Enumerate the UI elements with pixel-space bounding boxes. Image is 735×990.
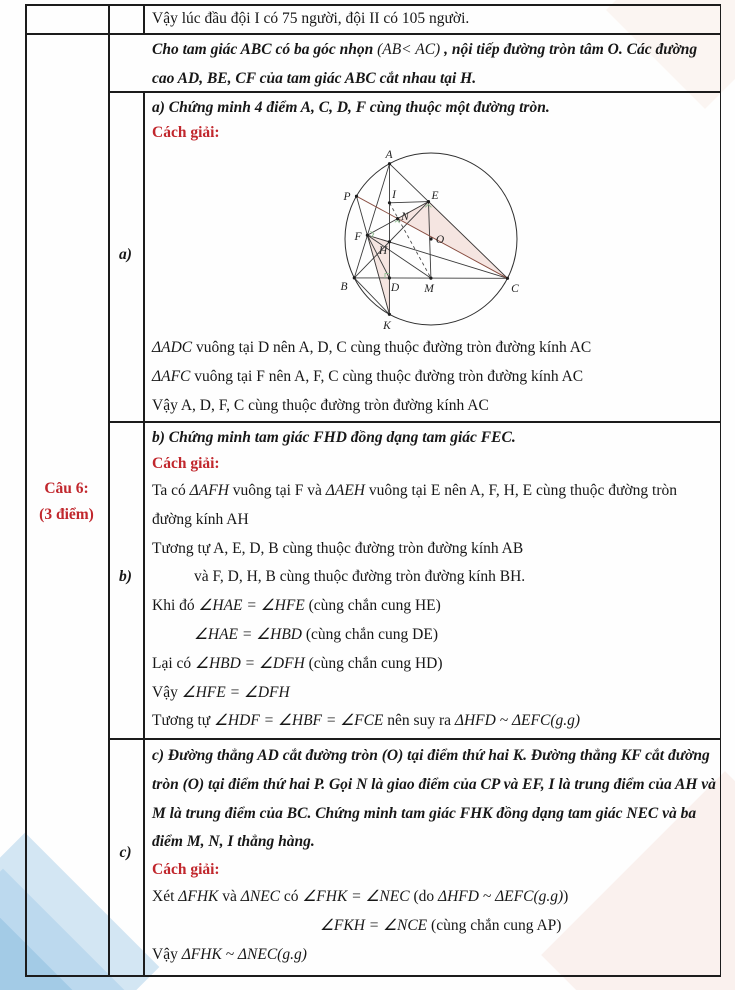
point-O: [429, 237, 432, 240]
point-D: [388, 276, 391, 279]
section-a-title: a) Chứng minh 4 điểm A, C, D, F cùng thuộc một đường tròn.: [152, 99, 550, 116]
point-K: [388, 313, 391, 316]
section-c-title: c) Đường thẳng AD cắt đường tròn (O) tại điểm thứ hai K. Đường thẳng KF cắt đường tròn (O) tại điểm thứ hai P. Gọi N là giao điểm của CP và EF, I là trung điểm của AH và M là trung điểm của BC. Chứng minh tam giác FHK đồng dạng tam giác NEC và ba điểm M, N, I thẳng hàng.: [152, 747, 716, 851]
label-N: N: [401, 211, 409, 223]
table-border-row-b: [108, 738, 721, 740]
label-D: D: [390, 282, 400, 294]
point-N: [396, 217, 399, 220]
label-B: B: [340, 281, 348, 293]
geometry-figure: [298, 145, 580, 335]
line-BE-altitude: [354, 202, 428, 278]
question-points: (3 điểm): [39, 506, 94, 523]
label-O: O: [435, 234, 445, 246]
section-b-label: b): [119, 568, 132, 585]
label-A: A: [385, 149, 393, 161]
section-c-label: c): [119, 844, 132, 861]
label-I: I: [392, 189, 396, 201]
label-K: K: [383, 320, 391, 332]
table-border-right: [720, 4, 722, 976]
proof-line: ΔADC vuông tại D nên A, D, C cùng thuộc đường tròn đường kính AC: [152, 339, 592, 356]
label-E: E: [431, 190, 439, 202]
point-B: [353, 276, 356, 279]
label-H: H: [378, 245, 388, 257]
section-b-method-label: Cách giải:: [152, 455, 220, 472]
label-P: P: [343, 191, 351, 203]
point-F: [366, 234, 369, 237]
section-b-title: b) Chứng minh tam giác FHD đồng dạng tam giác FEC.: [152, 429, 516, 446]
proof-line: và F, D, H, B cùng thuộc đường tròn đường kính BH.: [194, 568, 526, 586]
proof-line: ΔAFC vuông tại F nên A, F, C cùng thuộc đường tròn đường kính AC: [152, 367, 584, 385]
point-C: [506, 277, 509, 280]
question-number: Câu 6:: [44, 480, 89, 497]
right-angle-at-N: [395, 220, 400, 223]
proof-line: ∠FKH = ∠NCE (cùng chắn cung AP): [320, 916, 562, 934]
table-border-col2: [143, 91, 145, 976]
point-I: [388, 201, 391, 204]
proof-line: Tương tự ∠HDF = ∠HBF = ∠FCE nên suy ra ΔHFD ~ ΔEFC(g.g): [152, 712, 581, 730]
proof-line: Tương tự A, E, D, B cùng thuộc đường tròn đường kính AB: [152, 539, 524, 557]
proof-line: Khi đó ∠HAE = ∠HFE (cùng chắn cung HE): [152, 597, 441, 615]
table-border-col1: [108, 4, 110, 976]
point-H: [388, 240, 391, 243]
label-F: F: [354, 231, 362, 243]
point-E: [427, 200, 430, 203]
proof-line: Ta có ΔAFH vuông tại F và ΔAEH vuông tại E nên A, F, H, E cùng thuộc đường tròn: [152, 482, 677, 499]
line-IE: [390, 202, 429, 203]
table-border-bottom: [25, 975, 721, 977]
proof-line: đường kính AH: [152, 510, 249, 528]
proof-line: Vậy ∠HFE = ∠DFH: [152, 683, 290, 701]
proof-line: Vậy A, D, F, C cùng thuộc đường tròn đường kính AC: [152, 396, 489, 414]
table-border-col2-top: [143, 4, 145, 34]
label-M: M: [424, 283, 434, 295]
point-P: [355, 195, 358, 198]
table-border-row-a: [108, 421, 721, 423]
proof-line: Vậy ΔFHK ~ ΔNEC(g.g): [152, 945, 307, 963]
problem-statement: Cho tam giác ABC có ba góc nhọn (AB< AC) , nội tiếp đường tròn tâm O. Các đường cao AD, BE, CF của tam giác ABC cắt nhau tại H.: [152, 41, 698, 87]
proof-line: Lại có ∠HBD = ∠DFH (cùng chắn cung HD): [152, 654, 443, 672]
intro-line: Vậy lúc đầu đội I có 75 người, đội II có 105 người.: [152, 10, 470, 27]
label-C: C: [511, 283, 519, 295]
section-a-label: a): [119, 246, 132, 263]
point-M: [429, 277, 432, 280]
proof-line: ∠HAE = ∠HBD (cùng chắn cung DE): [194, 625, 439, 643]
proof-line: Xét ΔFHK và ΔNEC có ∠FHK = ∠NEC (do ΔHFD ~ ΔEFC(g.g)): [152, 888, 569, 905]
point-A: [388, 162, 391, 165]
section-c-method-label: Cách giải:: [152, 861, 220, 878]
section-a-method-label: Cách giải:: [152, 124, 220, 141]
